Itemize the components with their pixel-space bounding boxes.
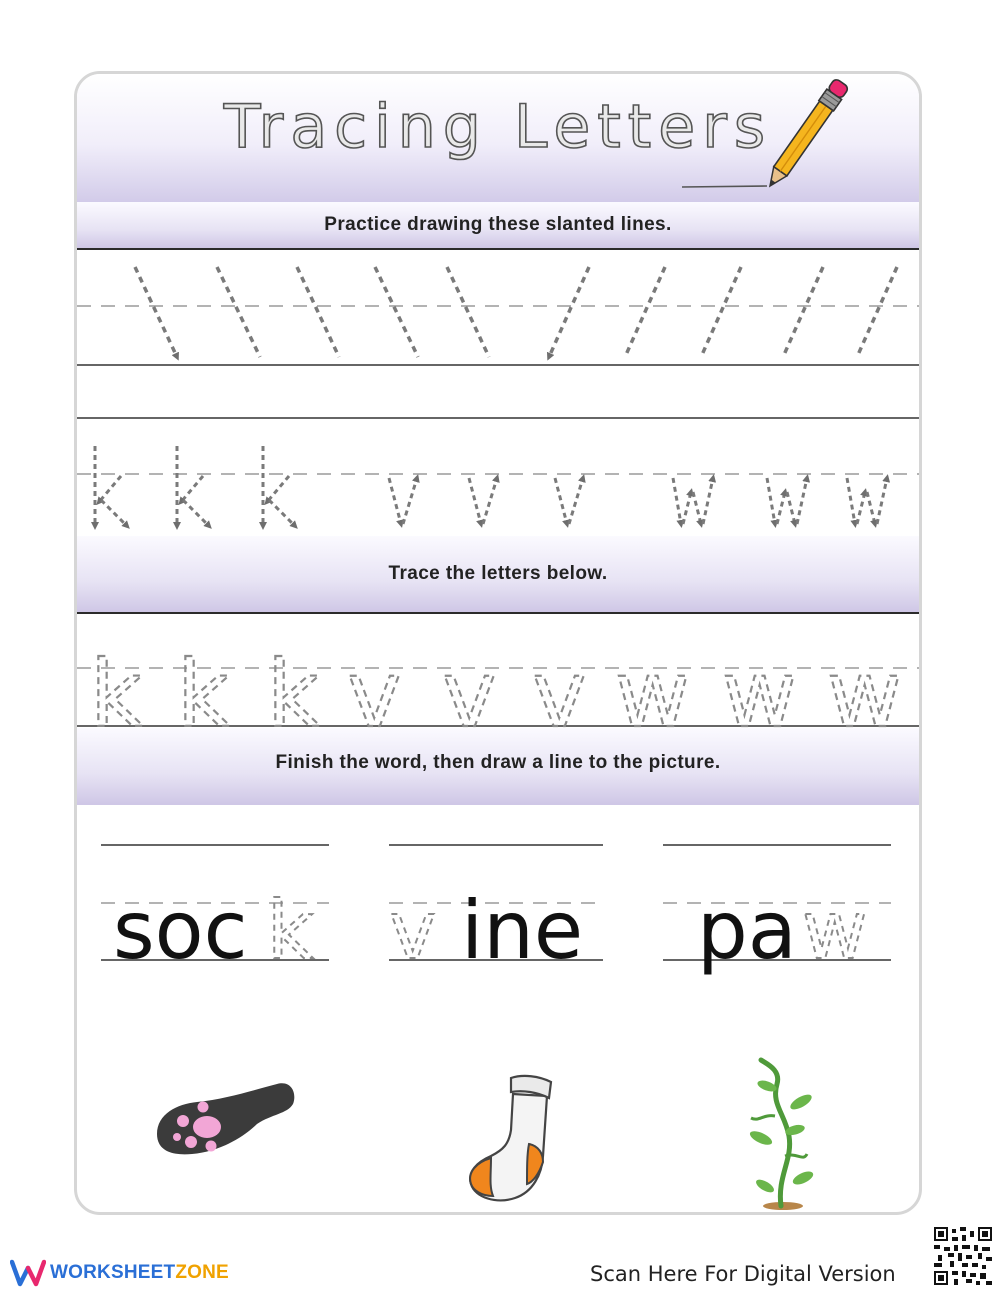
slant-stroke	[297, 267, 339, 357]
word-vine	[389, 884, 583, 977]
trace-letter: k	[177, 641, 231, 748]
trace-letter: v	[532, 641, 587, 748]
instruction-finish: Finish the word, then draw a line to the picture.	[275, 752, 721, 773]
word-solid: pa	[697, 884, 797, 977]
slant-stroke	[447, 267, 489, 357]
scan-text: Scan Here For Digital Version	[590, 1262, 896, 1286]
word-traced: v	[389, 884, 437, 977]
brand-w-icon	[10, 1258, 46, 1288]
sock-icon	[470, 1076, 551, 1200]
trace-letter: v	[347, 641, 402, 748]
trace-letter: k	[267, 641, 321, 748]
stroke-letter-v	[555, 478, 583, 524]
word-traced: k	[267, 884, 314, 977]
slanted-strokes	[135, 267, 897, 357]
word-solid: ine	[461, 884, 584, 977]
slant-stroke	[549, 267, 589, 357]
slant-stroke	[783, 267, 823, 357]
stroke-letter-k	[263, 446, 295, 526]
stroke-letter-w	[847, 478, 887, 524]
trace-letter: v	[442, 641, 497, 748]
instruction-trace: Trace the letters below.	[388, 563, 608, 584]
word-solid: soc	[113, 884, 248, 977]
instruction-slanted: Practice drawing these slanted lines.	[324, 214, 672, 235]
stroke-letter-v	[389, 478, 417, 524]
paw-icon	[157, 1083, 294, 1154]
slant-stroke	[857, 267, 897, 357]
slant-stroke	[625, 267, 665, 357]
tracing-area	[77, 74, 919, 1212]
slant-stroke	[135, 267, 177, 357]
word-sock	[113, 884, 314, 977]
stroke-letter-k	[177, 446, 209, 526]
qr-code-icon[interactable]	[934, 1227, 992, 1285]
trace-letter: w	[827, 641, 903, 748]
trace-letter: w	[615, 641, 691, 748]
word-paw	[697, 884, 867, 977]
guide-lines-slanted	[77, 306, 919, 418]
stroke-letter-v	[469, 478, 497, 524]
word-traced: w	[802, 884, 868, 977]
stroke-letter-w	[767, 478, 807, 524]
brand-part2: ZONE	[175, 1262, 229, 1283]
page-title: Tracing Letters	[223, 92, 773, 162]
trace-letter: w	[722, 641, 798, 748]
letter-stroke-guides	[95, 446, 887, 526]
brand-name	[50, 1262, 229, 1284]
slant-stroke	[701, 267, 741, 357]
vine-icon	[748, 1060, 815, 1210]
brand-logo	[10, 1258, 229, 1288]
slant-stroke	[375, 267, 418, 357]
stroke-letter-k	[95, 446, 127, 526]
stroke-letter-w	[673, 478, 713, 524]
worksheet-frame	[74, 71, 922, 1215]
trace-letter: k	[90, 641, 144, 748]
trace-letters	[90, 641, 902, 748]
brand-part1: WORKSHEET	[50, 1262, 176, 1283]
slant-stroke	[217, 267, 260, 357]
